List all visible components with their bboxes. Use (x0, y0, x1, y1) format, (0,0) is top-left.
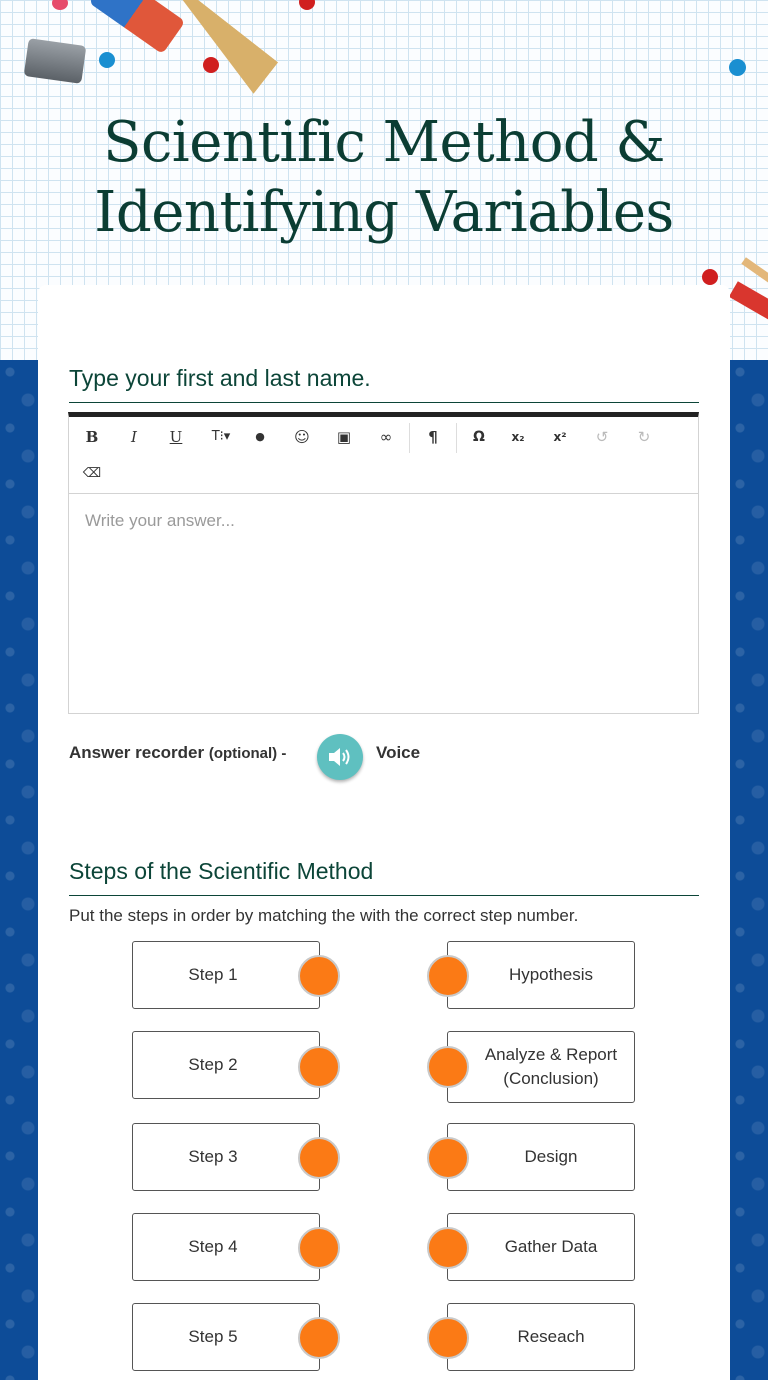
superscript-button[interactable]: x² (553, 430, 567, 444)
side-pattern-left (0, 360, 38, 1380)
bold-button[interactable]: B (85, 428, 99, 446)
match-knob-left[interactable] (298, 1046, 340, 1088)
matching-title: Steps of the Scientific Method (69, 858, 699, 896)
match-knob-right[interactable] (427, 1227, 469, 1269)
matching-instructions: Put the steps in order by matching the with the correct step number. (69, 906, 579, 925)
paragraph-icon[interactable]: ¶ (428, 428, 438, 446)
match-right-hypothesis[interactable]: Hypothesis (447, 941, 635, 1009)
recorder-optional: (optional) - (208, 745, 287, 762)
match-left-step-4[interactable]: Step 4 (132, 1213, 320, 1281)
dot-decoration (702, 269, 718, 285)
dot-decoration (203, 57, 219, 73)
toolbar-divider (456, 423, 457, 453)
redo-icon[interactable]: ↻ (637, 428, 651, 446)
recorder-title: Answer recorder (69, 743, 205, 762)
match-left-step-5[interactable]: Step 5 (132, 1303, 320, 1371)
image-icon[interactable]: ▣ (336, 428, 352, 446)
text-color-icon[interactable]: ● (255, 430, 265, 443)
dot-decoration (52, 0, 68, 10)
match-right-design[interactable]: Design (447, 1123, 635, 1191)
toolbar-divider (409, 423, 410, 453)
match-left-step-2[interactable]: Step 2 (132, 1031, 320, 1099)
match-right-gather-data[interactable]: Gather Data (447, 1213, 635, 1281)
match-knob-left[interactable] (298, 1137, 340, 1179)
match-left-step-3[interactable]: Step 3 (132, 1123, 320, 1191)
match-knob-right[interactable] (427, 1317, 469, 1359)
dot-decoration (99, 52, 115, 68)
match-right-analyze-report[interactable]: Analyze & Report (Conclusion) (447, 1031, 635, 1103)
name-question-title: Type your first and last name. (69, 365, 699, 403)
match-knob-left[interactable] (298, 1317, 340, 1359)
page-title (0, 108, 768, 248)
match-knob-left[interactable] (298, 1227, 340, 1269)
special-character-icon[interactable]: Ω (473, 429, 485, 445)
editor-toolbar (69, 417, 698, 494)
title-line-2: Identifying Variables (94, 180, 674, 245)
match-left-step-1[interactable]: Step 1 (132, 941, 320, 1009)
match-knob-left[interactable] (298, 955, 340, 997)
match-right-research[interactable]: Reseach (447, 1303, 635, 1371)
voice-record-button[interactable] (317, 734, 363, 780)
sharpener-decoration (24, 38, 87, 84)
emoji-icon[interactable]: ☺ (294, 428, 310, 446)
eraser-decoration (89, 0, 186, 54)
clear-format-icon[interactable]: ⌫ (82, 466, 102, 481)
title-line-1: Scientific Method & (103, 110, 665, 175)
text-size-button[interactable]: T⁝▾ (211, 429, 231, 444)
underline-button[interactable]: U (169, 428, 183, 446)
dot-decoration (299, 0, 315, 10)
link-icon[interactable]: ∞ (379, 428, 393, 446)
italic-button[interactable]: I (131, 428, 137, 446)
worksheet-card (38, 285, 730, 1380)
rich-text-editor (68, 412, 699, 714)
answer-recorder-label (69, 743, 286, 763)
pencil-decoration (741, 257, 768, 286)
subscript-button[interactable]: x₂ (511, 430, 525, 444)
undo-icon[interactable]: ↺ (595, 428, 609, 446)
side-pattern-right (730, 360, 768, 1380)
dot-decoration (729, 59, 746, 76)
match-knob-right[interactable] (427, 955, 469, 997)
match-knob-right[interactable] (427, 1137, 469, 1179)
voice-label: Voice (376, 743, 421, 762)
match-knob-right[interactable] (427, 1046, 469, 1088)
speaker-icon (327, 745, 353, 769)
pencil-decoration (729, 281, 768, 337)
answer-input[interactable]: Write your answer... (85, 511, 235, 530)
